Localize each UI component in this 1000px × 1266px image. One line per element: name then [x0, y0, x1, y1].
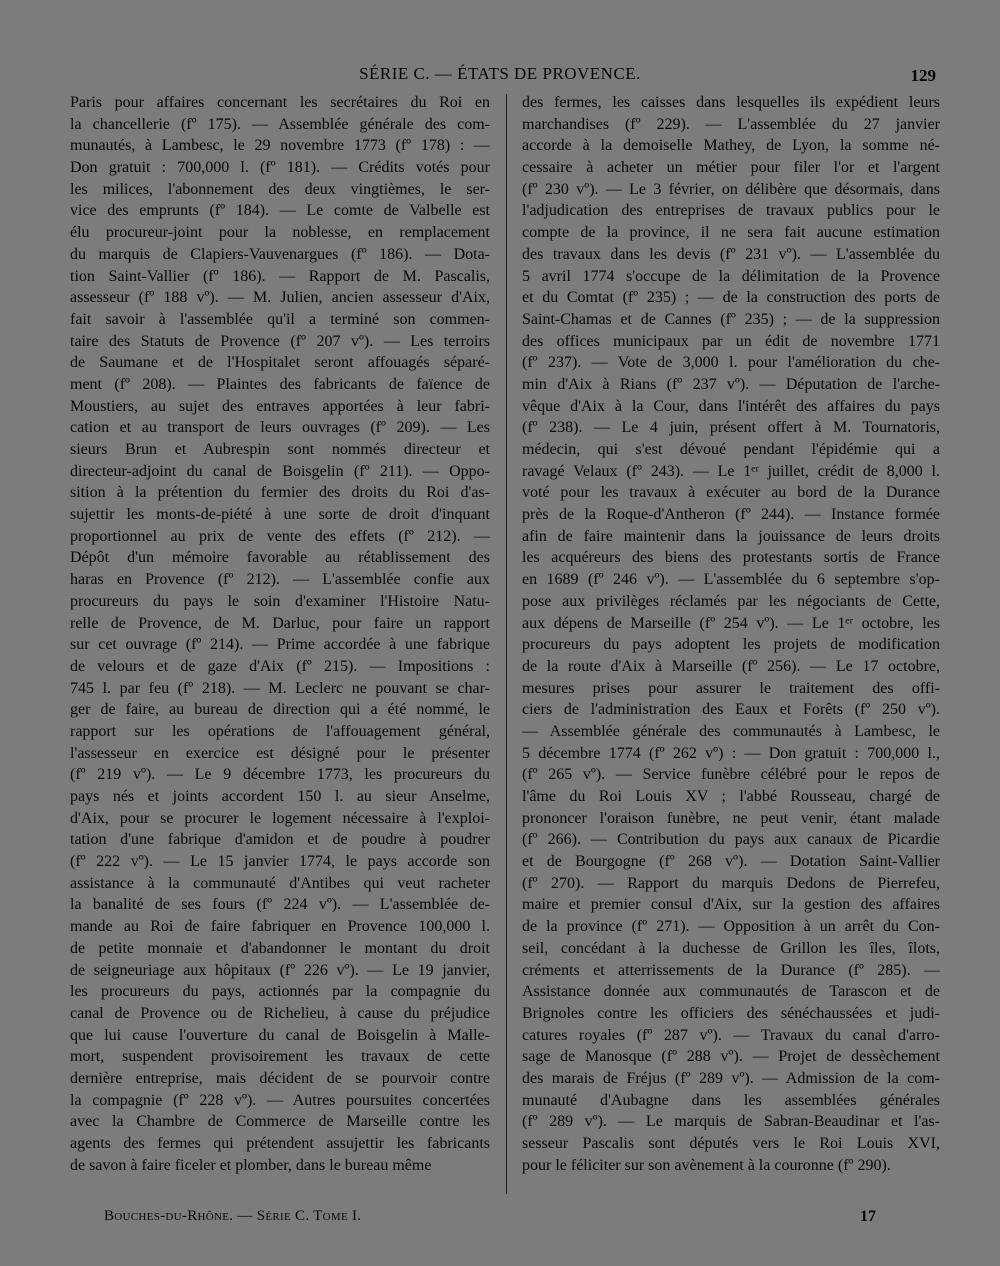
text-line: avec la Chambre de Commerce de Marseille contre les: [70, 1113, 490, 1131]
text-line: d'Aix, pour se procurer le logement nécessaire à l'exploi-: [70, 809, 490, 827]
footer-text: Bouches-du-Rhône. — Série C. Tome I.: [104, 1208, 362, 1224]
text-line: accorde à la demoiselle Mathey, de Lyon, la somme né-: [522, 137, 940, 155]
text-line: (fº 265 vº). — Service funèbre célébré pour le repos de: [522, 766, 940, 784]
text-line: des travaux dans les devis (fº 231 vº). — L'assemblée du: [522, 245, 940, 263]
text-line: pose aux privilèges réclamés par les négociants de Cette,: [522, 592, 940, 610]
signature-mark: 17: [860, 1208, 876, 1225]
text-line: dernière entreprise, mais décident de se pourvoir contre: [70, 1069, 490, 1087]
text-line: Brignoles contre les officiers des sénéchaussées et judi-: [522, 1004, 940, 1022]
text-line: et de Bourgogne (fº 268 vº). — Dotation Saint-Vallier: [522, 853, 940, 871]
text-line: ger de faire, au bureau de direction qui a été nommé, le: [70, 701, 490, 719]
text-line: procureurs du pays le soin d'examiner l'Histoire Natu-: [70, 592, 490, 610]
text-line: Paris pour affaires concernant les secrétaires du Roi en: [70, 94, 490, 111]
text-line: des offices municipaux par un édit de novembre 1771: [522, 332, 940, 350]
text-line: Dépôt d'un mémoire favorable au rétablissement des: [70, 549, 490, 567]
text-line: la banalité de ses fours (fº 224 vº). — L'assemblée de-: [70, 896, 490, 914]
text-line: 5 décembre 1774 (fº 262 vº) : — Don gratuit : 700,000 l.,: [522, 744, 940, 762]
text-line: min d'Aix à Rians (fº 237 vº). — Députation de l'arche-: [522, 375, 940, 393]
left-column: [70, 92, 490, 1176]
text-line: des fermes, les caisses dans lesquelles ils expédient leurs: [522, 94, 940, 111]
text-line: de savon à faire ficeler et plomber, dans le bureau même: [70, 1156, 432, 1174]
text-line: afin de faire maintenir dans la jouissance de leurs droits: [522, 527, 940, 545]
text-line: munautés, à Lambesc, le 29 novembre 1773 (fº 178) : —: [70, 137, 490, 155]
text-line: l'adjudication des entreprises de travaux publics pour le: [522, 202, 940, 220]
text-line: procureurs du pays adoptent les projets de modification: [522, 636, 940, 654]
text-line: voté pour les travaux à exécuter au bord de la Durance: [522, 484, 940, 502]
text-line: (fº 222 vº). — Le 15 janvier 1774, le pays accorde son: [70, 853, 490, 871]
text-line: de la province (fº 271). — Opposition à un arrêt du Con-: [522, 918, 940, 936]
text-line: pays nés et joints accordent 150 l. au sieur Anselme,: [70, 788, 490, 805]
text-line: (fº 219 vº). — Le 9 décembre 1773, les procureurs du: [70, 766, 490, 784]
text-line: cessaire à acheter un métier pour filer l'or et l'argent: [522, 159, 940, 177]
text-line: créments et atterrissements de la Durance (fº 285). —: [522, 961, 940, 979]
text-line: mesures prises pour assurer le traitement des offi-: [522, 679, 940, 697]
text-line: relle de Provence, de M. Darluc, pour faire un rapport: [70, 614, 490, 632]
text-line: les acquéreurs des biens des protestants sortis de France: [522, 549, 940, 567]
text-line: directeur-adjoint du canal de Boisgelin (fº 211). — Oppo-: [70, 462, 490, 480]
text-line: (fº 266). — Contribution du pays aux canaux de Picardie: [522, 831, 940, 849]
text-line: Saint-Chamas et de Cannes (fº 235) ; — de la suppression: [522, 310, 940, 328]
text-line: catures royales (fº 287 vº). — Travaux du canal d'arro-: [522, 1026, 940, 1044]
text-line: ravagé Velaux (fº 243). — Le 1ᵉʳ juillet, crédit de 8,000 l.: [522, 462, 940, 480]
text-line: taire des Statuts de Provence (fº 207 vº). — Les terroirs: [70, 332, 490, 350]
text-line: marchandises (fº 229). — L'assemblée du 27 janvier: [522, 115, 940, 133]
text-line: Assistance donnée aux communautés de Tarascon et de: [522, 983, 940, 1001]
text-line: sur cet ouvrage (fº 214). — Prime accordée à une fabrique: [70, 636, 490, 654]
text-line: tation d'une fabrique d'amidon et de poudre à poudrer: [70, 831, 490, 849]
text-line: munauté d'Aubagne dans les assemblées générales: [522, 1091, 940, 1109]
text-line: sition à la prétention du fermier des droits du Roi d'as-: [70, 484, 490, 502]
text-line: de petite monnaie et d'abandonner le montant du droit: [70, 939, 490, 957]
text-line: sujettir les monts-de-piété à une sorte de droit d'inquant: [70, 506, 490, 524]
text-line: fait savoir à l'assemblée qu'il a terminé son commen-: [70, 310, 490, 328]
text-line: mande au Roi de faire fabriquer en Provence 100,000 l.: [70, 918, 490, 936]
text-line: aux dépens de Marseille (fº 254 vº). — Le 1ᵉʳ octobre, les: [522, 614, 940, 632]
text-line: de seigneuriage aux hôpitaux (fº 226 vº). — Le 19 janvier,: [70, 961, 490, 979]
text-line: élu procureur-joint pour la noblesse, en remplacement: [70, 224, 490, 242]
text-line: — Assemblée générale des communautés à Lambesc, le: [522, 722, 940, 740]
text-line: médecin, qui s'est dévoué pendant l'épidémie qui a: [522, 441, 940, 458]
text-line: en 1689 (fº 246 vº). — L'assemblée du 6 septembre s'op-: [522, 571, 940, 589]
text-line: ment (fº 208). — Plaintes des fabricants de faïence de: [70, 375, 490, 393]
text-line: (fº 270). — Rapport du marquis Dedons de Pierrefeu,: [522, 874, 940, 892]
text-line: de la route d'Aix à Marseille (fº 256). — Le 17 octobre,: [522, 657, 940, 675]
text-line: ciers de l'administration des Eaux et Forêts (fº 250 vº).: [522, 701, 940, 719]
text-line: des marais de Fréjus (fº 289 vº). — Admission de la com-: [522, 1069, 940, 1087]
column-rule: [506, 94, 507, 1194]
text-line: sage de Manosque (fº 288 vº). — Projet de dessèchement: [522, 1048, 940, 1066]
text-line: pour le féliciter sur son avènement à la couronne (fº 290).: [522, 1156, 891, 1174]
text-line: assesseur (fº 188 vº). — M. Julien, ancien assesseur d'Aix,: [70, 289, 490, 307]
text-line: proportionnel au prix de vente des effets (fº 212). —: [70, 527, 490, 545]
text-line: maire et premier consul d'Aix, sur la gestion des affaires: [522, 896, 940, 914]
text-line: assistance à la communauté d'Antibes qui veut racheter: [70, 874, 490, 892]
running-title: SÉRIE C. — ÉTATS DE PROVENCE.: [359, 64, 641, 83]
text-line: prononcer l'oraison funèbre, ne peut venir, étant malade: [522, 809, 940, 827]
text-line: canal de Provence ou de Richelieu, à cause du préjudice: [70, 1004, 490, 1022]
text-line: cation et au transport de leurs ouvrages (fº 209). — Les: [70, 419, 490, 437]
text-line: compte de la province, il ne sera fait aucune estimation: [522, 224, 940, 242]
text-line: tion Saint-Vallier (fº 186). — Rapport de M. Pascalis,: [70, 267, 490, 285]
text-line: sesseur Pascalis sont députés vers le Roi Louis XVI,: [522, 1135, 940, 1152]
text-line: la compagnie (fº 228 vº). — Autres poursuites concertées: [70, 1091, 490, 1109]
text-line: vêque d'Aix à la Cour, dans l'intérêt des affaires du pays: [522, 397, 940, 415]
text-line: (fº 230 vº). — Le 3 février, on délibère que désormais, dans: [522, 180, 940, 198]
page-number: 129: [910, 66, 936, 85]
text-line: rapport sur les opérations de l'affouagement général,: [70, 722, 490, 740]
text-line: les procureurs du pays, actionnés par la compagnie du: [70, 983, 490, 1001]
text-line: haras en Provence (fº 212). — L'assemblée confie aux: [70, 571, 490, 589]
text-line: 745 l. par feu (fº 218). — M. Leclerc ne pouvant se char-: [70, 679, 490, 697]
text-line: que lui cause l'ouverture du canal de Boisgelin à Malle-: [70, 1026, 490, 1044]
running-head: [0, 64, 1000, 88]
text-line: (fº 237). — Vote de 3,000 l. pour l'amélioration du che-: [522, 354, 940, 372]
text-line: la chancellerie (fº 175). — Assemblée générale des com-: [70, 115, 490, 133]
text-line: vice des emprunts (fº 184). — Le comte de Valbelle est: [70, 202, 490, 220]
text-line: (fº 238). — Le 4 juin, présent offert à M. Tournatoris,: [522, 419, 940, 437]
text-line: 5 avril 1774 s'occupe de la délimitation de la Provence: [522, 267, 940, 285]
text-line: mort, suspendent provisoirement les travaux de cette: [70, 1048, 490, 1066]
text-line: agents des fermes qui prétendent assujettir les fabricants: [70, 1135, 490, 1152]
text-line: Don gratuit : 700,000 l. (fº 181). — Crédits votés pour: [70, 159, 490, 177]
text-line: l'assesseur en exercice est désigné pour le présenter: [70, 744, 490, 762]
text-line: du marquis de Clapiers-Vauvenargues (fº 186). — Dota-: [70, 245, 490, 263]
footer: [0, 1208, 1000, 1232]
text-line: de Saumane et de l'Hospitalet seront affouagés séparé-: [70, 354, 490, 372]
text-line: l'âme du Roi Louis XV ; l'abbé Rousseau, chargé de: [522, 788, 940, 805]
text-line: les milices, l'abonnement des deux vingtièmes, le ser-: [70, 180, 490, 198]
text-line: et du Comtat (fº 235) ; — de la construction des ports de: [522, 289, 940, 307]
text-line: de velours et de gaze d'Aix (fº 215). — Impositions :: [70, 657, 490, 675]
text-line: Moustiers, au sujet des entraves apportées à leur fabri-: [70, 397, 490, 415]
text-line: seil, concédant à la duchesse de Grillon les îles, îlots,: [522, 939, 940, 957]
text-line: (fº 289 vº). — Le marquis de Sabran-Beaudinar et l'as-: [522, 1113, 940, 1131]
text-line: près de la Roque-d'Antheron (fº 244). — Instance formée: [522, 506, 940, 524]
text-line: sieurs Brun et Aubrespin sont nommés directeur et: [70, 441, 490, 458]
right-column: [522, 92, 940, 1176]
